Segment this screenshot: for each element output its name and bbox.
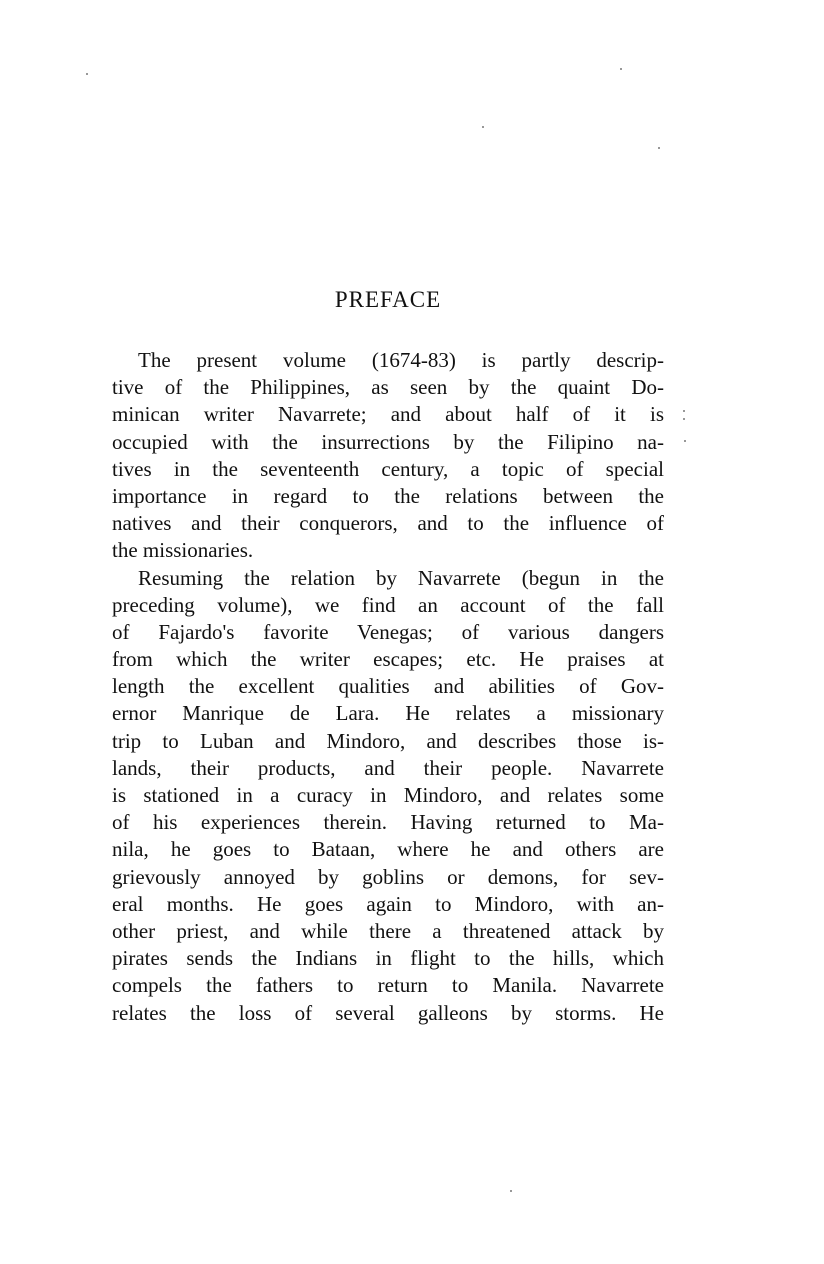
text-line: compels the fathers to return to Manila. Navarrete <box>112 973 664 998</box>
text-line: eral months. He goes again to Mindoro, with an- <box>112 891 664 916</box>
text-line: grievously annoyed by goblins or demons, for sev- <box>112 864 664 889</box>
paragraph-1 <box>112 347 664 565</box>
text-line: tive of the Philippines, as seen by the quaint Do- <box>112 375 664 400</box>
scan-speck <box>683 410 685 412</box>
text-line: natives and their conquerors, and to the influence of <box>112 511 664 536</box>
scan-speck <box>620 68 622 70</box>
text-line: importance in regard to the relations between the <box>112 483 664 508</box>
scan-speck <box>86 73 88 75</box>
page-title: PREFACE <box>334 287 442 312</box>
text-line: Resuming the relation by Navarrete (begun in the <box>138 565 664 590</box>
paragraph-2 <box>112 565 664 1027</box>
scan-speck <box>684 440 686 442</box>
text-line: pirates sends the Indians in flight to the hills, which <box>112 946 664 971</box>
scan-speck <box>658 147 660 149</box>
text-line: the missionaries. <box>112 538 254 563</box>
text-line: The present volume (1674-83) is partly descrip- <box>138 348 664 372</box>
text-line: relates the loss of several galleons by storms. He <box>112 1000 664 1025</box>
text-line: trip to Luban and Mindoro, and describes those is- <box>112 728 664 753</box>
text-line: preceding volume), we find an account of the fall <box>112 592 664 617</box>
scan-speck <box>510 1190 512 1192</box>
scan-speck <box>683 418 685 420</box>
text-line: of his experiences therein. Having returned to Ma- <box>112 810 664 835</box>
preface-body <box>112 347 664 1027</box>
text-line: nila, he goes to Bataan, where he and others are <box>112 837 664 862</box>
text-line: of Fajardo's favorite Venegas; of various dangers <box>112 619 664 644</box>
text-line: minican writer Navarrete; and about half of it is <box>112 402 664 427</box>
text-line: ernor Manrique de Lara. He relates a missionary <box>112 701 664 726</box>
text-line: from which the writer escapes; etc. He praises at <box>112 647 664 672</box>
text-line: lands, their products, and their people. Navarrete <box>112 755 664 780</box>
text-line: is stationed in a curacy in Mindoro, and relates some <box>112 783 664 807</box>
text-line: tives in the seventeenth century, a topic of special <box>112 456 664 481</box>
scan-speck <box>482 126 484 128</box>
text-line: other priest, and while there a threatened attack by <box>112 918 664 943</box>
text-line: length the excellent qualities and abilities of Gov- <box>112 674 664 699</box>
text-line: occupied with the insurrections by the Filipino na- <box>112 429 664 454</box>
